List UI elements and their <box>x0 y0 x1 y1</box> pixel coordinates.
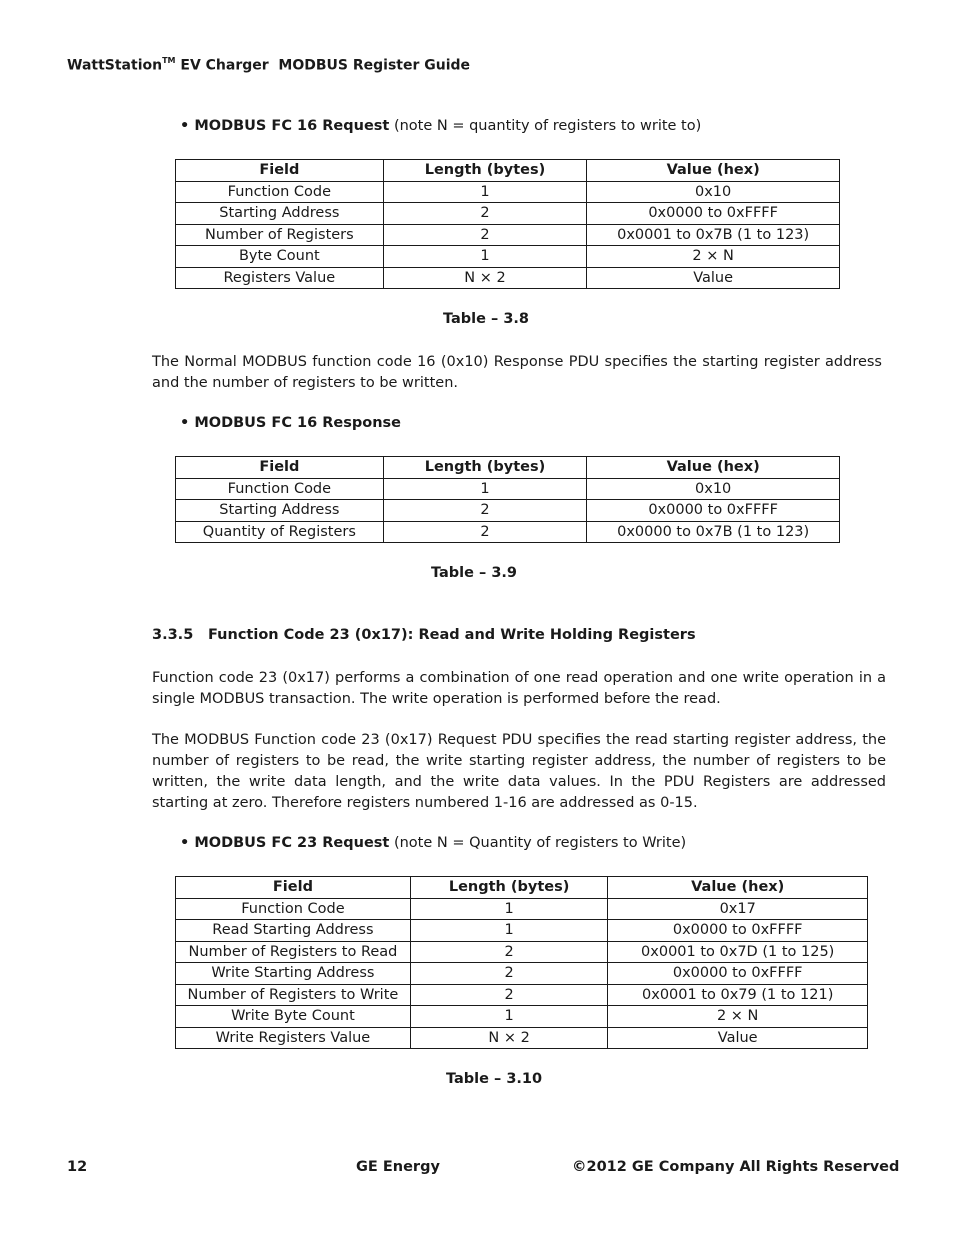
table-header-row <box>176 160 840 182</box>
cell-field: Registers Value <box>176 267 384 289</box>
table-caption-3-8: Table – 3.8 <box>443 311 530 327</box>
table-row <box>176 1006 868 1028</box>
table-row <box>176 963 868 985</box>
header-title-post: EV Charger MODBUS Register Guide <box>175 57 471 74</box>
section-heading <box>152 627 696 643</box>
column-header-length: Length (bytes) <box>410 877 608 899</box>
footer-copyright: ©2012 GE Company All Rights Reserved <box>572 1159 900 1175</box>
cell-value: 0x17 <box>608 898 868 920</box>
fc16-request-bullet-bold: • MODBUS FC 16 Request <box>180 118 390 134</box>
cell-value: 0x10 <box>587 181 840 203</box>
table-row <box>176 478 840 500</box>
cell-field: Write Byte Count <box>176 1006 411 1028</box>
column-header-length: Length (bytes) <box>383 160 587 182</box>
cell-value: Value <box>587 267 840 289</box>
fc16-response-bullet-bold: • MODBUS FC 16 Response <box>180 415 402 431</box>
footer-company: GE Energy <box>356 1159 440 1175</box>
cell-field: Function Code <box>176 478 384 500</box>
cell-length: 2 <box>410 963 608 985</box>
cell-length: 2 <box>383 521 587 543</box>
fc16-response-intro: The Normal MODBUS function code 16 (0x10) Response PDU specifies the starting register address and the number of registers to be written. <box>152 354 882 391</box>
table-row <box>176 500 840 522</box>
cell-field: Number of Registers <box>176 224 384 246</box>
cell-field: Byte Count <box>176 246 384 268</box>
table-row <box>176 898 868 920</box>
fc23-request-table <box>175 876 868 1049</box>
cell-length: 1 <box>383 478 587 500</box>
cell-field: Number of Registers to Read <box>176 941 411 963</box>
fc23-request-bullet <box>180 835 686 851</box>
cell-field: Starting Address <box>176 203 384 225</box>
table-row <box>176 267 840 289</box>
cell-length: N × 2 <box>383 267 587 289</box>
fc23-paragraph-1: Function code 23 (0x17) performs a combination of one read operation and one write operation in a single MODBUS transaction. The write operation is performed before the read. <box>152 670 886 707</box>
fc16-request-bullet <box>180 118 701 134</box>
cell-field: Read Starting Address <box>176 920 411 942</box>
table-caption-3-9: Table – 3.9 <box>431 565 518 581</box>
cell-value: 0x10 <box>587 478 840 500</box>
table-row <box>176 941 868 963</box>
column-header-field: Field <box>176 877 411 899</box>
column-header-value: Value (hex) <box>587 160 840 182</box>
cell-field: Function Code <box>176 181 384 203</box>
column-header-value: Value (hex) <box>608 877 868 899</box>
cell-value: 0x0000 to 0xFFFF <box>587 203 840 225</box>
cell-length: 2 <box>410 984 608 1006</box>
table-row <box>176 920 868 942</box>
cell-value: 0x0000 to 0x7B (1 to 123) <box>587 521 840 543</box>
cell-field: Write Starting Address <box>176 963 411 985</box>
table-caption-3-10: Table – 3.10 <box>446 1071 543 1087</box>
cell-length: 1 <box>410 1006 608 1028</box>
cell-field: Function Code <box>176 898 411 920</box>
trademark-sup: TM <box>162 56 176 65</box>
table-row <box>176 181 840 203</box>
table-row <box>176 246 840 268</box>
table-header-row <box>176 877 868 899</box>
fc16-response-bullet <box>180 415 401 431</box>
cell-length: 2 <box>383 500 587 522</box>
cell-value: 0x0000 to 0xFFFF <box>608 963 868 985</box>
section-number: 3.3.5 <box>152 627 194 643</box>
footer-page-number: 12 <box>67 1159 88 1175</box>
column-header-value: Value (hex) <box>587 457 840 479</box>
cell-value: 0x0000 to 0xFFFF <box>587 500 840 522</box>
cell-value: 0x0001 to 0x79 (1 to 121) <box>608 984 868 1006</box>
column-header-field: Field <box>176 457 384 479</box>
table-row <box>176 1027 868 1049</box>
cell-value: Value <box>608 1027 868 1049</box>
fc16-response-table <box>175 456 840 543</box>
cell-value: 0x0000 to 0xFFFF <box>608 920 868 942</box>
cell-length: 1 <box>383 181 587 203</box>
cell-field: Starting Address <box>176 500 384 522</box>
table-header-row <box>176 457 840 479</box>
cell-length: 1 <box>410 898 608 920</box>
fc23-paragraph-2: The MODBUS Function code 23 (0x17) Request PDU specifies the read starting register address, the number of registers to be read, the write starting register address, the number of registers to be written, the write data length, and the write data values. In the PDU Registers are addressed starting at zero. Therefore registers numbered 1-16 are addressed as 0-15. <box>152 732 886 811</box>
header-title-pre: WattStation <box>67 57 163 74</box>
table-row <box>176 984 868 1006</box>
cell-length: 1 <box>383 246 587 268</box>
column-header-length: Length (bytes) <box>383 457 587 479</box>
cell-length: 2 <box>410 941 608 963</box>
fc16-request-table <box>175 159 840 289</box>
column-header-field: Field <box>176 160 384 182</box>
cell-length: 2 <box>383 224 587 246</box>
cell-field: Quantity of Registers <box>176 521 384 543</box>
table-row <box>176 224 840 246</box>
cell-field: Number of Registers to Write <box>176 984 411 1006</box>
section-title: Function Code 23 (0x17): Read and Write Holding Registers <box>208 627 696 643</box>
fc23-request-bullet-note: (note N = Quantity of registers to Write) <box>389 835 687 851</box>
table-row <box>176 203 840 225</box>
cell-length: 2 <box>383 203 587 225</box>
cell-value: 0x0001 to 0x7B (1 to 123) <box>587 224 840 246</box>
cell-field: Write Registers Value <box>176 1027 411 1049</box>
fc23-request-bullet-bold: • MODBUS FC 23 Request <box>180 835 390 851</box>
cell-value: 2 × N <box>587 246 840 268</box>
cell-value: 0x0001 to 0x7D (1 to 125) <box>608 941 868 963</box>
table-row <box>176 521 840 543</box>
page-header <box>67 57 470 74</box>
cell-length: 1 <box>410 920 608 942</box>
cell-length: N × 2 <box>410 1027 608 1049</box>
fc16-request-bullet-note: (note N = quantity of registers to write to) <box>389 118 702 134</box>
cell-value: 2 × N <box>608 1006 868 1028</box>
